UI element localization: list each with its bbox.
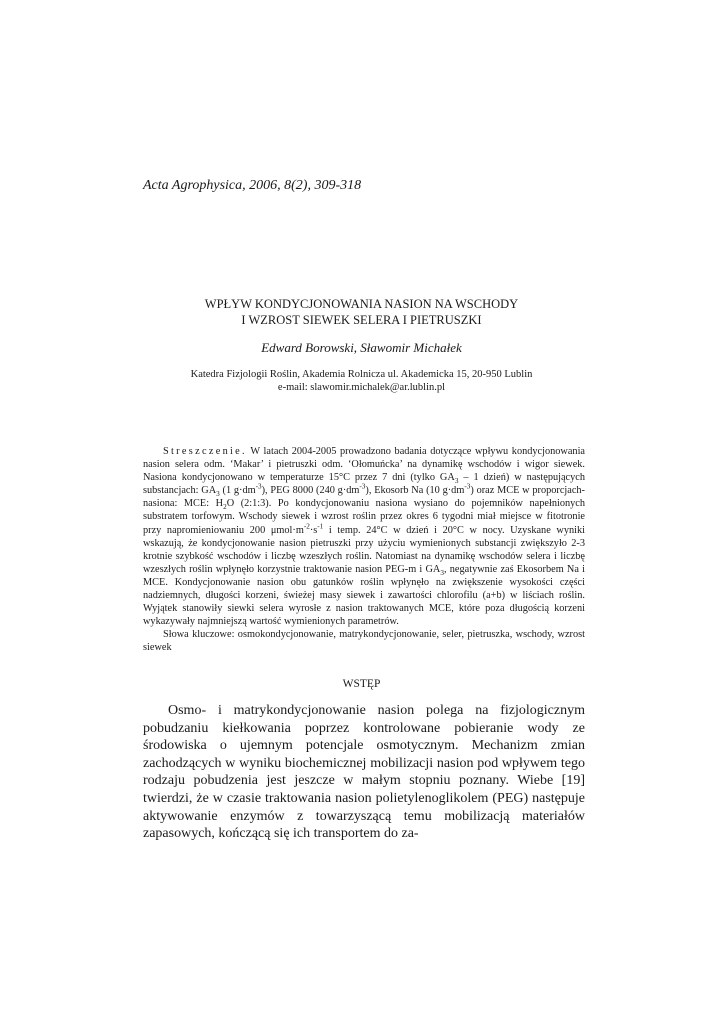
- title-line-1: WPŁYW KONDYCJONOWANIA NASION NA WSCHODY: [204, 297, 519, 311]
- authors: Edward Borowski, Sławomir Michałek: [261, 340, 462, 355]
- body-text: [143, 702, 585, 843]
- affiliation-email: e-mail: slawomir.michalek@ar.lublin.pl: [277, 382, 446, 393]
- paper-title: [143, 296, 580, 328]
- affiliation: [143, 368, 580, 394]
- abstract-text: Streszczenie. W latach 2004-2005 prowadzono badania dotyczące wpływu kondycjonowania nasion selera odm. ‘Makar’ i pietruszki odm. ‘Ołomuńcka’ na dynamikę wschodów i wigor siewek. Nasiona kondycjonowano w temperaturze 15°C przez 7 dni (tylko $GA_3 - 1$ dzień) w następujących substancjach: $GA_3$ (1 $g\cdot dm^{-3}$), PEG 8000 (240 $g\cdot dm^{-3}$), Ekosorb Na (10 $g\cdot dm^{-3}$) oraz MCE w proporcjach- nasiona: MCE: $H_2O$ (2:1:3). Po kondycjonowaniu nasiona wysiano do pojemników napełnionych substratem torfowym. Wschody siewek i wzrost roślin przez okres 6 tygodni miał miejsce w fitotronie przy napromieniowaniu 200 $\mu mol\cdot m^{-2}\cdot s^{-1}$ i temp. 24°C w dzień i 20°C w nocy. Uzyskane wyniki wskazują, że kondycjonowanie nasion pietruszki przy użyciu wymienionych substancji zwiększyło 2-3 krotnie szybkość wschodów i liczbę wzeszłych roślin. Natomiast na dynamikę wschodów selera i liczbę wzeszłych roślin wpłynęło korzystnie traktowanie nasion PEG-m i $GA_3$, negatywnie zaś Ekosorbem Na i MCE. Kondycjonowanie nasion obu gatunków roślin wpłynęło na zwiększenie wysokości części nadziemnych, długości korzeni, świeżej masy siewek i zawartości chlorofilu (a+b) w liściach roślin. Wyjątek stanowiły siewki selera wyrosłe z nasion traktowanych MCE, które poza długością korzeni wykazywały najmniejszą wartość wymienionych parametrów.: [143, 446, 585, 628]
- abstract: [143, 445, 585, 655]
- affiliation-address: Katedra Fizjologii Roślin, Akademia Rolnicza ul. Akademicka 15, 20-950 Lublin: [190, 369, 533, 380]
- keywords: Słowa kluczowe: osmokondycjonowanie, matrykondycjonowanie, seler, pietruszka, wschody, wzrost siewek: [143, 629, 585, 654]
- journal-citation: Acta Agrophysica, 2006, 8(2), 309-318: [143, 178, 362, 193]
- abstract-label: Streszczenie.: [163, 446, 247, 457]
- body-paragraph: Osmo- i matrykondycjonowanie nasion polega na fizjologicznym pobudzaniu kiełkowania poprzez kontrolowane pobieranie wody ze środowiska o ujemnym potencjale osmotycznym. Mechanizm zmian zachodzących w wyniku biochemicznej mobilizacji nasion pod wpływem tego rodzaju pobudzenia jest jeszcze w małym stopniu poznany. Wiebe [19] twierdzi, że w czasie traktowania nasion polietylenoglikolem (PEG) następuje aktywowanie enzymów z towarzyszącą temu mobilizacją materiałów zapasowych, kończącą się ich transportem do za-: [143, 703, 585, 842]
- title-line-2: I WZROST SIEWEK SELERA I PIETRUSZKI: [241, 313, 482, 327]
- section-heading: WSTĘP: [342, 678, 381, 690]
